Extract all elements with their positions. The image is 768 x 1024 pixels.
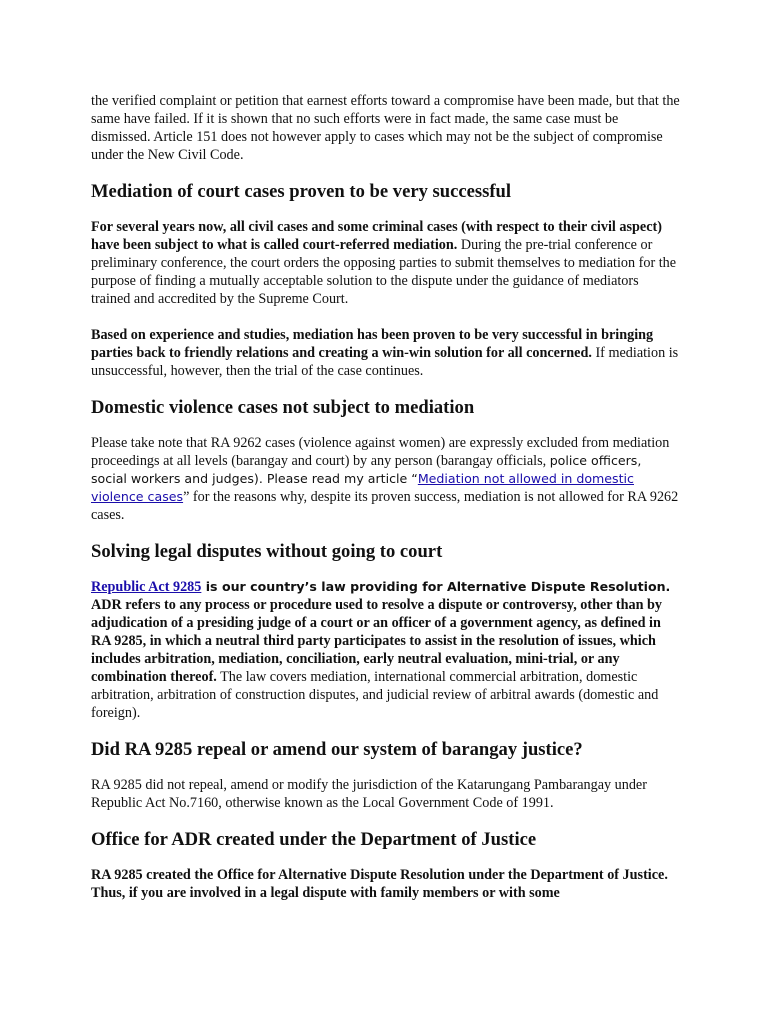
link-mediation-not-allowed-article[interactable]: Mediation not allowed in domestic violence cases bbox=[91, 471, 634, 504]
heading-barangay-justice: Did RA 9285 repeal or amend our system of barangay justice? bbox=[91, 739, 583, 760]
heading-domestic-violence: Domestic violence cases not subject to mediation bbox=[91, 397, 475, 418]
body-text: If mediation is unsuccessful, however, then the trial of the case continues. bbox=[91, 345, 679, 379]
bold-text: Based on experience and studies, mediation has been proven to be very successful in bringing parties back to friendly relations and creating a win-win solution for all concerned. bbox=[91, 327, 654, 361]
bold-text: For several years now, all civil cases and some criminal cases (with respect to their civil aspect) have been subject to what is called court-referred mediation. bbox=[91, 219, 662, 253]
bold-text: ADR refers to any process or procedure used to resolve a dispute or controversy, other than by adjudication of a presiding judge of a court or an officer of a government agency, as defined in RA 9285, in which a neutral third party participates to assist in the resolution of issues, which includes arbitration, mediation, conciliation, early neutral evaluation, mini-trial, or any combination thereof. bbox=[91, 597, 663, 685]
body-text: During the pre-trial conference or preliminary conference, the court orders the opposing parties to submit themselves to mediation for the purpose of finding a mutually acceptable solution to the dispute under the guidance of mediators trained and accredited by the Supreme Court. bbox=[91, 237, 677, 307]
body-text-sans: police officers, social workers and judges). Please read my article “ bbox=[91, 453, 642, 486]
heading-mediation-success: Mediation of court cases proven to be very successful bbox=[91, 181, 512, 202]
bold-text: RA 9285 created the Office for Alternative Dispute Resolution under the Department of Justice. Thus, if you are involved in a legal dispute with family members or with some bbox=[91, 867, 668, 901]
bold-text-sans: is our country’s law providing for Alternative Dispute Resolution. bbox=[201, 579, 671, 594]
paragraph-ra-9262 bbox=[91, 434, 681, 524]
body-text: Please take note that RA 9262 cases (violence against women) are expressly excluded from mediation proceedings at all levels (barangay and court) by any person (barangay officials, bbox=[91, 435, 670, 469]
paragraph-office-adr bbox=[91, 866, 681, 902]
body-text: The law covers mediation, international commercial arbitration, domestic arbitration, arbitration of construction disputes, and judicial review of arbitral awards (domestic and foreign). bbox=[91, 669, 659, 721]
intro-paragraph: the verified complaint or petition that earnest efforts toward a compromise have been made, but that the same have failed. If it is shown that no such efforts were in fact made, the same case must be dismissed. Article 151 does not however apply to cases which may not be the subject of compromise under the New Civil Code. bbox=[91, 93, 680, 163]
link-republic-act-9285[interactable]: Republic Act 9285 bbox=[91, 579, 202, 595]
heading-office-for-adr: Office for ADR created under the Department of Justice bbox=[91, 829, 537, 850]
paragraph-ra-9285 bbox=[91, 578, 681, 722]
paragraph-mediation-results bbox=[91, 326, 681, 380]
article-body bbox=[91, 92, 681, 902]
heading-solving-disputes: Solving legal disputes without going to court bbox=[91, 541, 443, 562]
paragraph-court-referred-mediation bbox=[91, 218, 681, 308]
paragraph-katarungang-pambarangay: RA 9285 did not repeal, amend or modify the jurisdiction of the Katarungang Pambarangay under Republic Act No.7160, otherwise known as the Local Government Code of 1991. bbox=[91, 777, 647, 811]
body-text: ” for the reasons why, despite its proven success, mediation is not allowed for RA 9262 cases. bbox=[91, 489, 679, 523]
